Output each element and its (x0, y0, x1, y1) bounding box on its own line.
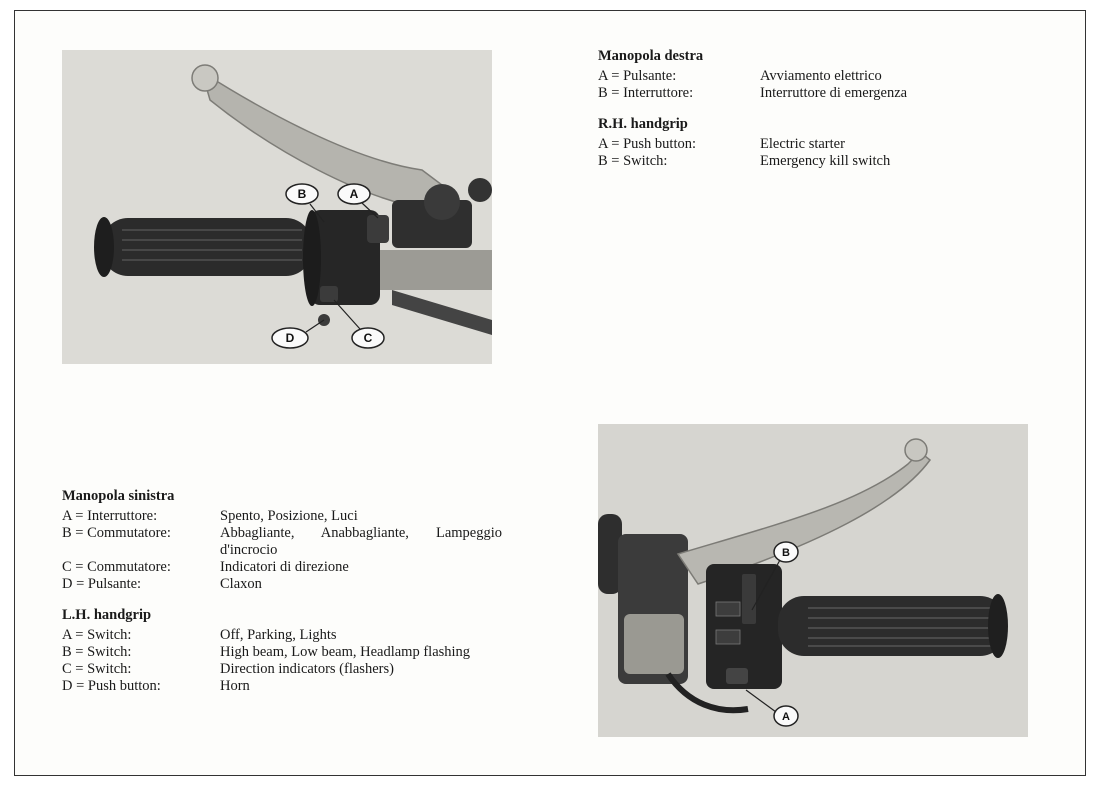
legend-key: A = Push button: (598, 136, 697, 152)
legend-key: B = Switch: (598, 153, 668, 169)
legend-desc: Emergency kill switch (760, 153, 891, 169)
legend-row (62, 525, 502, 559)
legend-row (62, 678, 502, 695)
legend-desc: Electric starter (760, 136, 845, 152)
callout-a: A (349, 187, 359, 201)
legend-row (598, 85, 998, 102)
legend-desc: Claxon (220, 576, 262, 592)
legend-key: A = Switch: (62, 627, 132, 643)
legend-key: A = Pulsante: (598, 68, 677, 84)
legend-row (62, 508, 502, 525)
legend-row (62, 576, 502, 593)
legend-desc: Off, Parking, Lights (220, 627, 337, 643)
legend-row (62, 661, 502, 678)
legend-row (62, 559, 502, 576)
callout-b: B (782, 547, 790, 559)
legend-key: C = Commutatore: (62, 559, 171, 575)
left-handgrip-legend (62, 488, 502, 695)
legend-desc: Direction indicators (flashers) (220, 661, 394, 677)
callout-a: A (782, 711, 790, 723)
callout-c: C (363, 331, 373, 345)
right-handgrip-legend (598, 48, 998, 170)
right-handgrip-title-en: R.H. handgrip (598, 116, 688, 132)
legend-desc: Horn (220, 678, 250, 694)
legend-key: D = Pulsante: (62, 576, 142, 592)
right-handgrip-title-it: Manopola destra (598, 48, 704, 64)
legend-row (598, 153, 998, 170)
left-handgrip-title-en: L.H. handgrip (62, 607, 152, 623)
callout-b: B (297, 187, 307, 201)
right-handgrip-illustration (598, 424, 1028, 737)
legend-desc: Abbagliante, Anabbagliante, Lampeggio d'incrocio (220, 525, 502, 558)
legend-desc: Avviamento elettrico (760, 68, 882, 84)
left-handgrip-photo (62, 50, 492, 364)
left-handgrip-title-it: Manopola sinistra (62, 488, 175, 504)
legend-row (598, 68, 998, 85)
legend-desc: Indicatori di direzione (220, 559, 349, 575)
right-handgrip-photo (598, 424, 1028, 737)
legend-desc: Interruttore di emergenza (760, 85, 908, 101)
legend-desc: Spento, Posizione, Luci (220, 508, 358, 524)
legend-key: B = Switch: (62, 644, 132, 660)
legend-key: B = Commutatore: (62, 525, 171, 541)
legend-key: C = Switch: (62, 661, 132, 677)
left-handgrip-illustration (62, 50, 492, 364)
legend-key: A = Interruttore: (62, 508, 158, 524)
legend-key: D = Push button: (62, 678, 161, 694)
legend-row (598, 136, 998, 153)
legend-row (62, 644, 502, 661)
legend-key: B = Interruttore: (598, 85, 694, 101)
callout-d: D (285, 331, 295, 345)
legend-row (62, 627, 502, 644)
legend-desc: High beam, Low beam, Headlamp flashing (220, 644, 471, 660)
